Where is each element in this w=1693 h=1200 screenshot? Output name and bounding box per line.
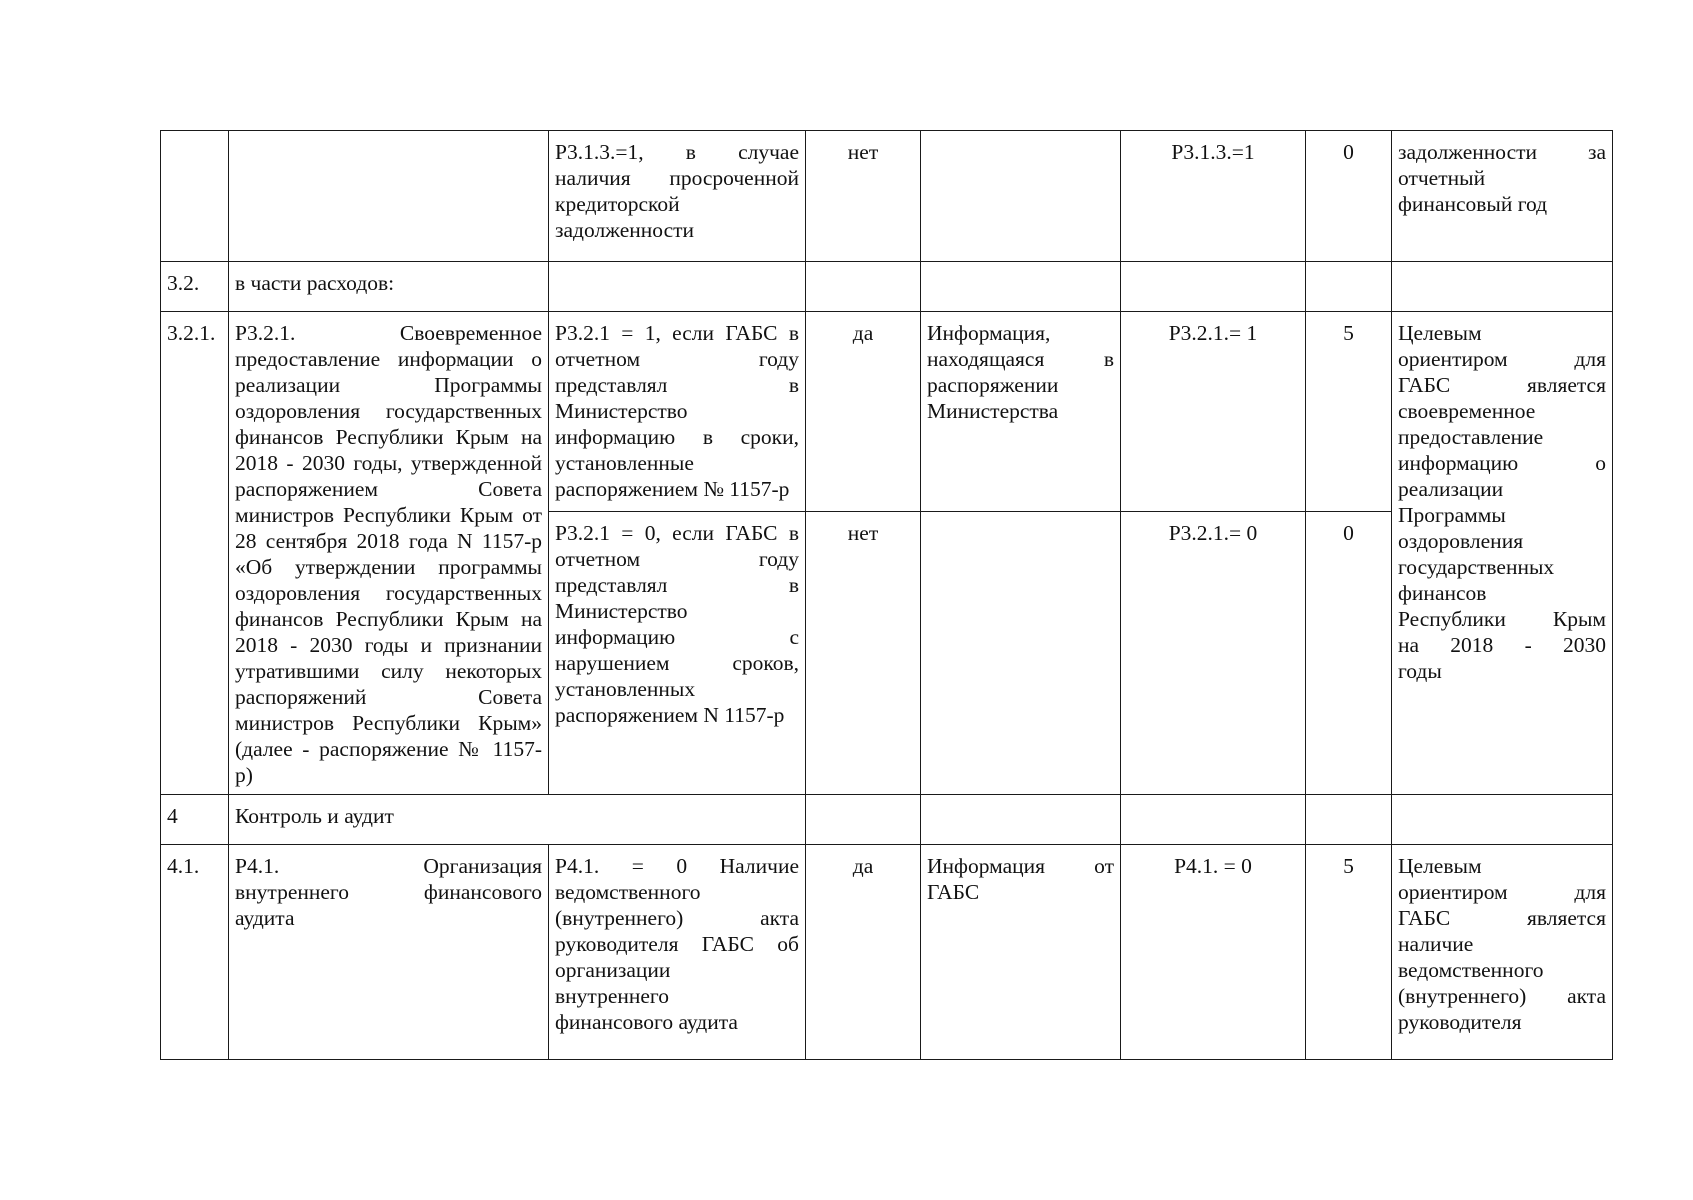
source-line: распоряжении	[927, 373, 1059, 397]
indicator-line: министров Республики Крым от	[235, 503, 542, 527]
criterion-line: кредиторской	[555, 192, 680, 216]
indicator-line: министров Республики Крым»	[235, 711, 542, 735]
cell-num: 3.2.1.	[161, 312, 229, 795]
target-line: своевременное	[1398, 399, 1536, 423]
table-row-4	[161, 795, 1613, 845]
criterion-line: задолженности	[555, 218, 695, 242]
indicator-line: предоставление информации о	[235, 347, 542, 371]
indicator-line: Р3.2.1. Своевременное	[235, 321, 542, 345]
target-line: финансов	[1398, 581, 1487, 605]
cell-value: Р3.2.1.= 1	[1121, 312, 1306, 512]
target-line: на 2018 - 2030	[1398, 633, 1606, 657]
criterion-line: (внутреннего) акта	[555, 906, 799, 930]
cell-empty	[1392, 795, 1613, 845]
cell-empty	[806, 795, 921, 845]
indicator-line: «Об утверждении программы	[235, 555, 542, 579]
indicator-line: Р4.1. Организация	[235, 854, 542, 878]
cell-target	[1392, 312, 1613, 795]
cell-section-title: в части расходов:	[229, 262, 549, 312]
source-line: ГАБС	[927, 880, 980, 904]
cell-empty	[1121, 795, 1306, 845]
target-line: ориентиром для	[1398, 347, 1606, 371]
target-line: отчетный	[1398, 166, 1486, 190]
criterion-line: отчетном году	[555, 347, 799, 371]
cell-answer: да	[806, 845, 921, 1060]
criterion-line: Р3.1.3.=1, в случае	[555, 140, 799, 164]
table-row-3-2-1-a	[161, 312, 1613, 512]
cell-criterion	[549, 131, 806, 262]
source-line: Информация,	[927, 321, 1051, 345]
cell-answer: нет	[806, 512, 921, 795]
target-line: информацию о	[1398, 451, 1606, 475]
source-line: Информация от	[927, 854, 1114, 878]
criterion-line: Р4.1. = 0 Наличие	[555, 854, 799, 878]
cell-score: 0	[1306, 512, 1392, 795]
cell-source	[921, 512, 1121, 795]
criterion-line: информацию с	[555, 625, 799, 650]
criterion-line: Министерство	[555, 599, 688, 624]
target-line: оздоровления	[1398, 529, 1524, 553]
criterion-line: информацию в сроки,	[555, 425, 799, 449]
criterion-line: руководителя ГАБС об	[555, 932, 799, 956]
criterion-line: организации	[555, 958, 671, 982]
cell-answer: нет	[806, 131, 921, 262]
cell-source	[921, 131, 1121, 262]
indicator-line: утратившими силу некоторых	[235, 659, 542, 683]
table-row-3-2	[161, 262, 1613, 312]
criterion-line: представлял в	[555, 373, 799, 397]
indicator-line: оздоровления государственных	[235, 399, 542, 423]
criterion-line: распоряжением № 1157-р	[555, 477, 790, 501]
target-line: ГАБС является	[1398, 906, 1606, 930]
cell-num	[161, 131, 229, 262]
target-line: государственных	[1398, 555, 1555, 579]
cell-empty	[1306, 795, 1392, 845]
criterion-line: отчетном году	[555, 547, 799, 572]
indicator-line: внутреннего финансового	[235, 880, 542, 904]
indicator-line: 2018 - 2030 годы и признании	[235, 633, 542, 657]
cell-score: 0	[1306, 131, 1392, 262]
indicator-line: оздоровления государственных	[235, 581, 542, 605]
criterion-line: Р3.2.1 = 1, если ГАБС в	[555, 321, 799, 345]
target-line: Целевым	[1398, 854, 1482, 878]
cell-empty	[549, 262, 806, 312]
cell-num: 4	[161, 795, 229, 845]
table-row-4-1	[161, 845, 1613, 1060]
target-line: Программы	[1398, 503, 1506, 527]
target-line: финансовый год	[1398, 192, 1548, 216]
cell-num: 4.1.	[161, 845, 229, 1060]
cell-indicator	[229, 131, 549, 262]
cell-empty	[1392, 262, 1613, 312]
table-row-3-1-3	[161, 131, 1613, 262]
target-line: Целевым	[1398, 321, 1482, 345]
target-line: годы	[1398, 659, 1442, 683]
criterion-line: представлял в	[555, 573, 799, 598]
cell-value: Р3.2.1.= 0	[1121, 512, 1306, 795]
cell-empty	[1121, 262, 1306, 312]
cell-answer: да	[806, 312, 921, 512]
cell-target	[1392, 845, 1613, 1060]
target-line: Республики Крым	[1398, 607, 1606, 631]
criterion-line: нарушением сроков,	[555, 651, 799, 676]
criterion-line: установленных	[555, 677, 696, 702]
criterion-line: распоряжением N 1157-р	[555, 703, 785, 728]
cell-section-title: Контроль и аудит	[229, 795, 806, 845]
criterion-line: Р3.2.1 = 0, если ГАБС в	[555, 521, 799, 546]
indicator-line: распоряжением Совета	[235, 477, 542, 501]
cell-empty	[806, 262, 921, 312]
cell-source	[921, 845, 1121, 1060]
indicator-line: р)	[235, 763, 253, 787]
target-line: ведомственного	[1398, 958, 1544, 982]
cell-num: 3.2.	[161, 262, 229, 312]
indicator-line: финансов Республики Крым на	[235, 425, 542, 449]
indicator-line: реализации Программы	[235, 373, 542, 397]
target-line: предоставление	[1398, 425, 1544, 449]
target-line: наличие	[1398, 932, 1474, 956]
target-line: (внутреннего) акта	[1398, 984, 1606, 1008]
target-line: задолженности за	[1398, 140, 1606, 164]
target-line: реализации	[1398, 477, 1504, 501]
cell-score: 5	[1306, 845, 1392, 1060]
indicator-line: финансов Республики Крым на	[235, 607, 542, 631]
cell-value: Р4.1. = 0	[1121, 845, 1306, 1060]
cell-indicator	[229, 312, 549, 795]
indicator-line: распоряжений Совета	[235, 685, 542, 709]
target-line: руководителя	[1398, 1010, 1522, 1034]
cell-target	[1392, 131, 1613, 262]
criterion-line: наличия просроченной	[555, 166, 799, 190]
cell-criterion	[549, 312, 806, 512]
criterion-line: финансового аудита	[555, 1010, 738, 1034]
criterion-line: ведомственного	[555, 880, 701, 904]
indicator-line: (далее - распоряжение № 1157-	[235, 737, 542, 761]
cell-source	[921, 312, 1121, 512]
cell-empty	[1306, 262, 1392, 312]
criteria-table	[160, 130, 1613, 1060]
cell-empty	[921, 795, 1121, 845]
cell-empty	[921, 262, 1121, 312]
source-line: находящаяся в	[927, 347, 1114, 371]
cell-criterion	[549, 512, 806, 795]
indicator-line: 28 сентября 2018 года N 1157-р	[235, 529, 542, 553]
source-line: Министерства	[927, 399, 1059, 423]
indicator-line: 2018 - 2030 годы, утвержденной	[235, 451, 542, 475]
cell-indicator	[229, 845, 549, 1060]
target-line: ориентиром для	[1398, 880, 1606, 904]
criterion-line: Министерство	[555, 399, 688, 423]
indicator-line: аудита	[235, 906, 295, 930]
criterion-line: внутреннего	[555, 984, 669, 1008]
criterion-line: установленные	[555, 451, 694, 475]
cell-value: Р3.1.3.=1	[1121, 131, 1306, 262]
target-line: ГАБС является	[1398, 373, 1606, 397]
cell-score: 5	[1306, 312, 1392, 512]
cell-criterion	[549, 845, 806, 1060]
